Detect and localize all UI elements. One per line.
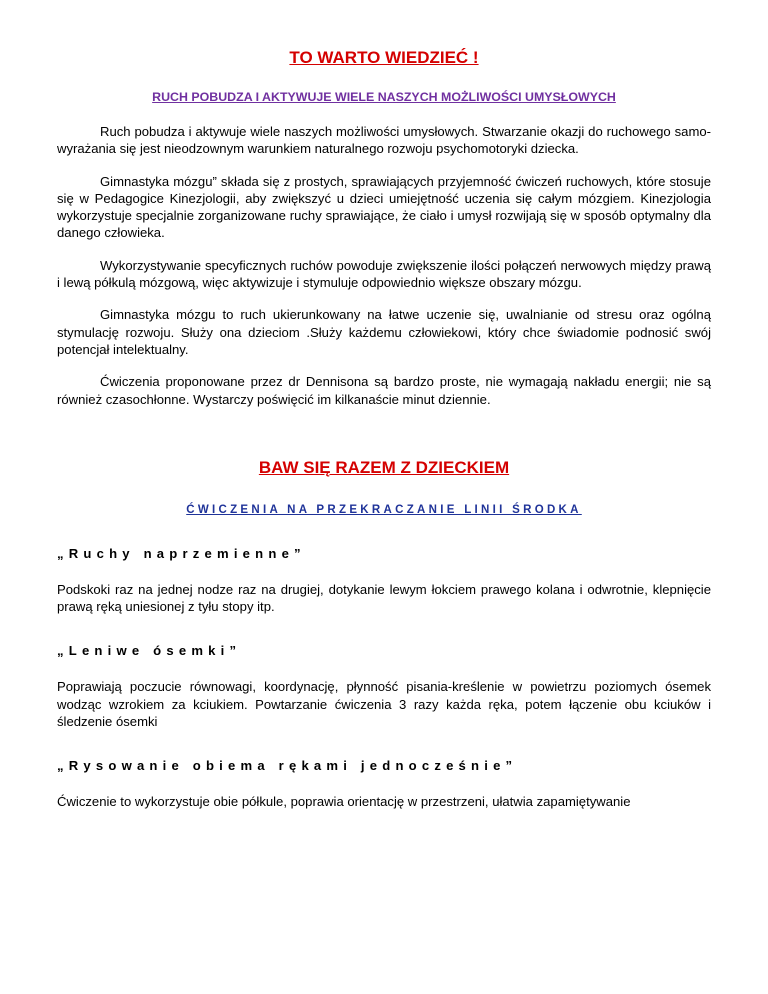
paragraph: Ćwiczenia proponowane przez dr Dennisona są bardzo proste, nie wymagają nakładu energii; nie są również czasochłonne. Wystarczy poświęcić im kilkanaście minut dziennie. — [57, 374, 711, 407]
exercise-description: Poprawiają poczucie równowagi, koordynację, płynność pisania-kreślenie w powietrzu poziomych ósemek wodząc wzrokiem za kciukiem. Powtarzanie ćwiczenia 3 razy każda ręka, potem łączenie obu kciuków i śledzenie ósemki — [57, 679, 711, 730]
exercise-title: „Ruchy naprzemienne” — [57, 545, 306, 561]
main-heading: TO WARTO WIEDZIEĆ ! — [289, 48, 479, 67]
paragraph: Ruch pobudza i aktywuje wiele naszych możliwości umysłowych. Stwarzanie okazji do ruchowego samo- wyrażania się jest nieodzownym warunkiem naturalnego rozwoju psychomotoryki dziecka. — [57, 124, 711, 157]
exercise-description: Podskoki raz na jednej nodze raz na drugiej, dotykanie lewym łokciem prawego kolana i odwrotnie, klepnięcie prawą ręką uniesionej z tyłu stopy itp. — [57, 581, 711, 615]
section-subheading: ĆWICZENIA NA PRZEKRACZANIE LINII ŚRODKA — [186, 503, 582, 516]
paragraph: Gimnastyka mózgu to ruch ukierunkowany na łatwe uczenie się, uwalnianie od stresu oraz ogólną stymulację rozwoju. Służy ona dzieciom .Służy każdemu człowiekowi, który chce świadomie podnosić swój potencjał intelektualny. — [57, 307, 711, 357]
exercise-description: Ćwiczenie to wykorzystuje obie półkule, poprawia orientację w przestrzeni, ułatwia zapamiętywanie — [57, 794, 631, 810]
main-subheading: RUCH POBUDZA I AKTYWUJE WIELE NASZYCH MOŻLIWOŚCI UMYSŁOWYCH — [152, 90, 616, 104]
section-heading: BAW SIĘ RAZEM Z DZIECKIEM — [258, 457, 510, 477]
document-content — [57, 48, 711, 826]
paragraph: Gimnastyka mózgu” składa się z prostych, sprawiających przyjemność ćwiczeń ruchowych, które stosuje się w Pedagogice Kinezjologii, aby zwiększyć u dzieci umiejętność uczenia się całym mózgiem. Kinezjologia wykorzystuje specjalnie zorganizowane ruchy sprawiające, że ciało i umysł rozwijają się w sposób optymalny dla danego człowieka. — [57, 173, 711, 241]
exercise-title: „Leniwe ósemki” — [57, 643, 242, 659]
paragraph: Wykorzystywanie specyficznych ruchów powoduje zwiększenie ilości połączeń nerwowych między prawą i lewą półkulą mózgową, więc aktywizuje i stymuluje odpowiednio większe obszary mózgu. — [57, 257, 711, 291]
exercise-title: „Rysowanie obiema rękami jednocześnie” — [57, 758, 518, 774]
